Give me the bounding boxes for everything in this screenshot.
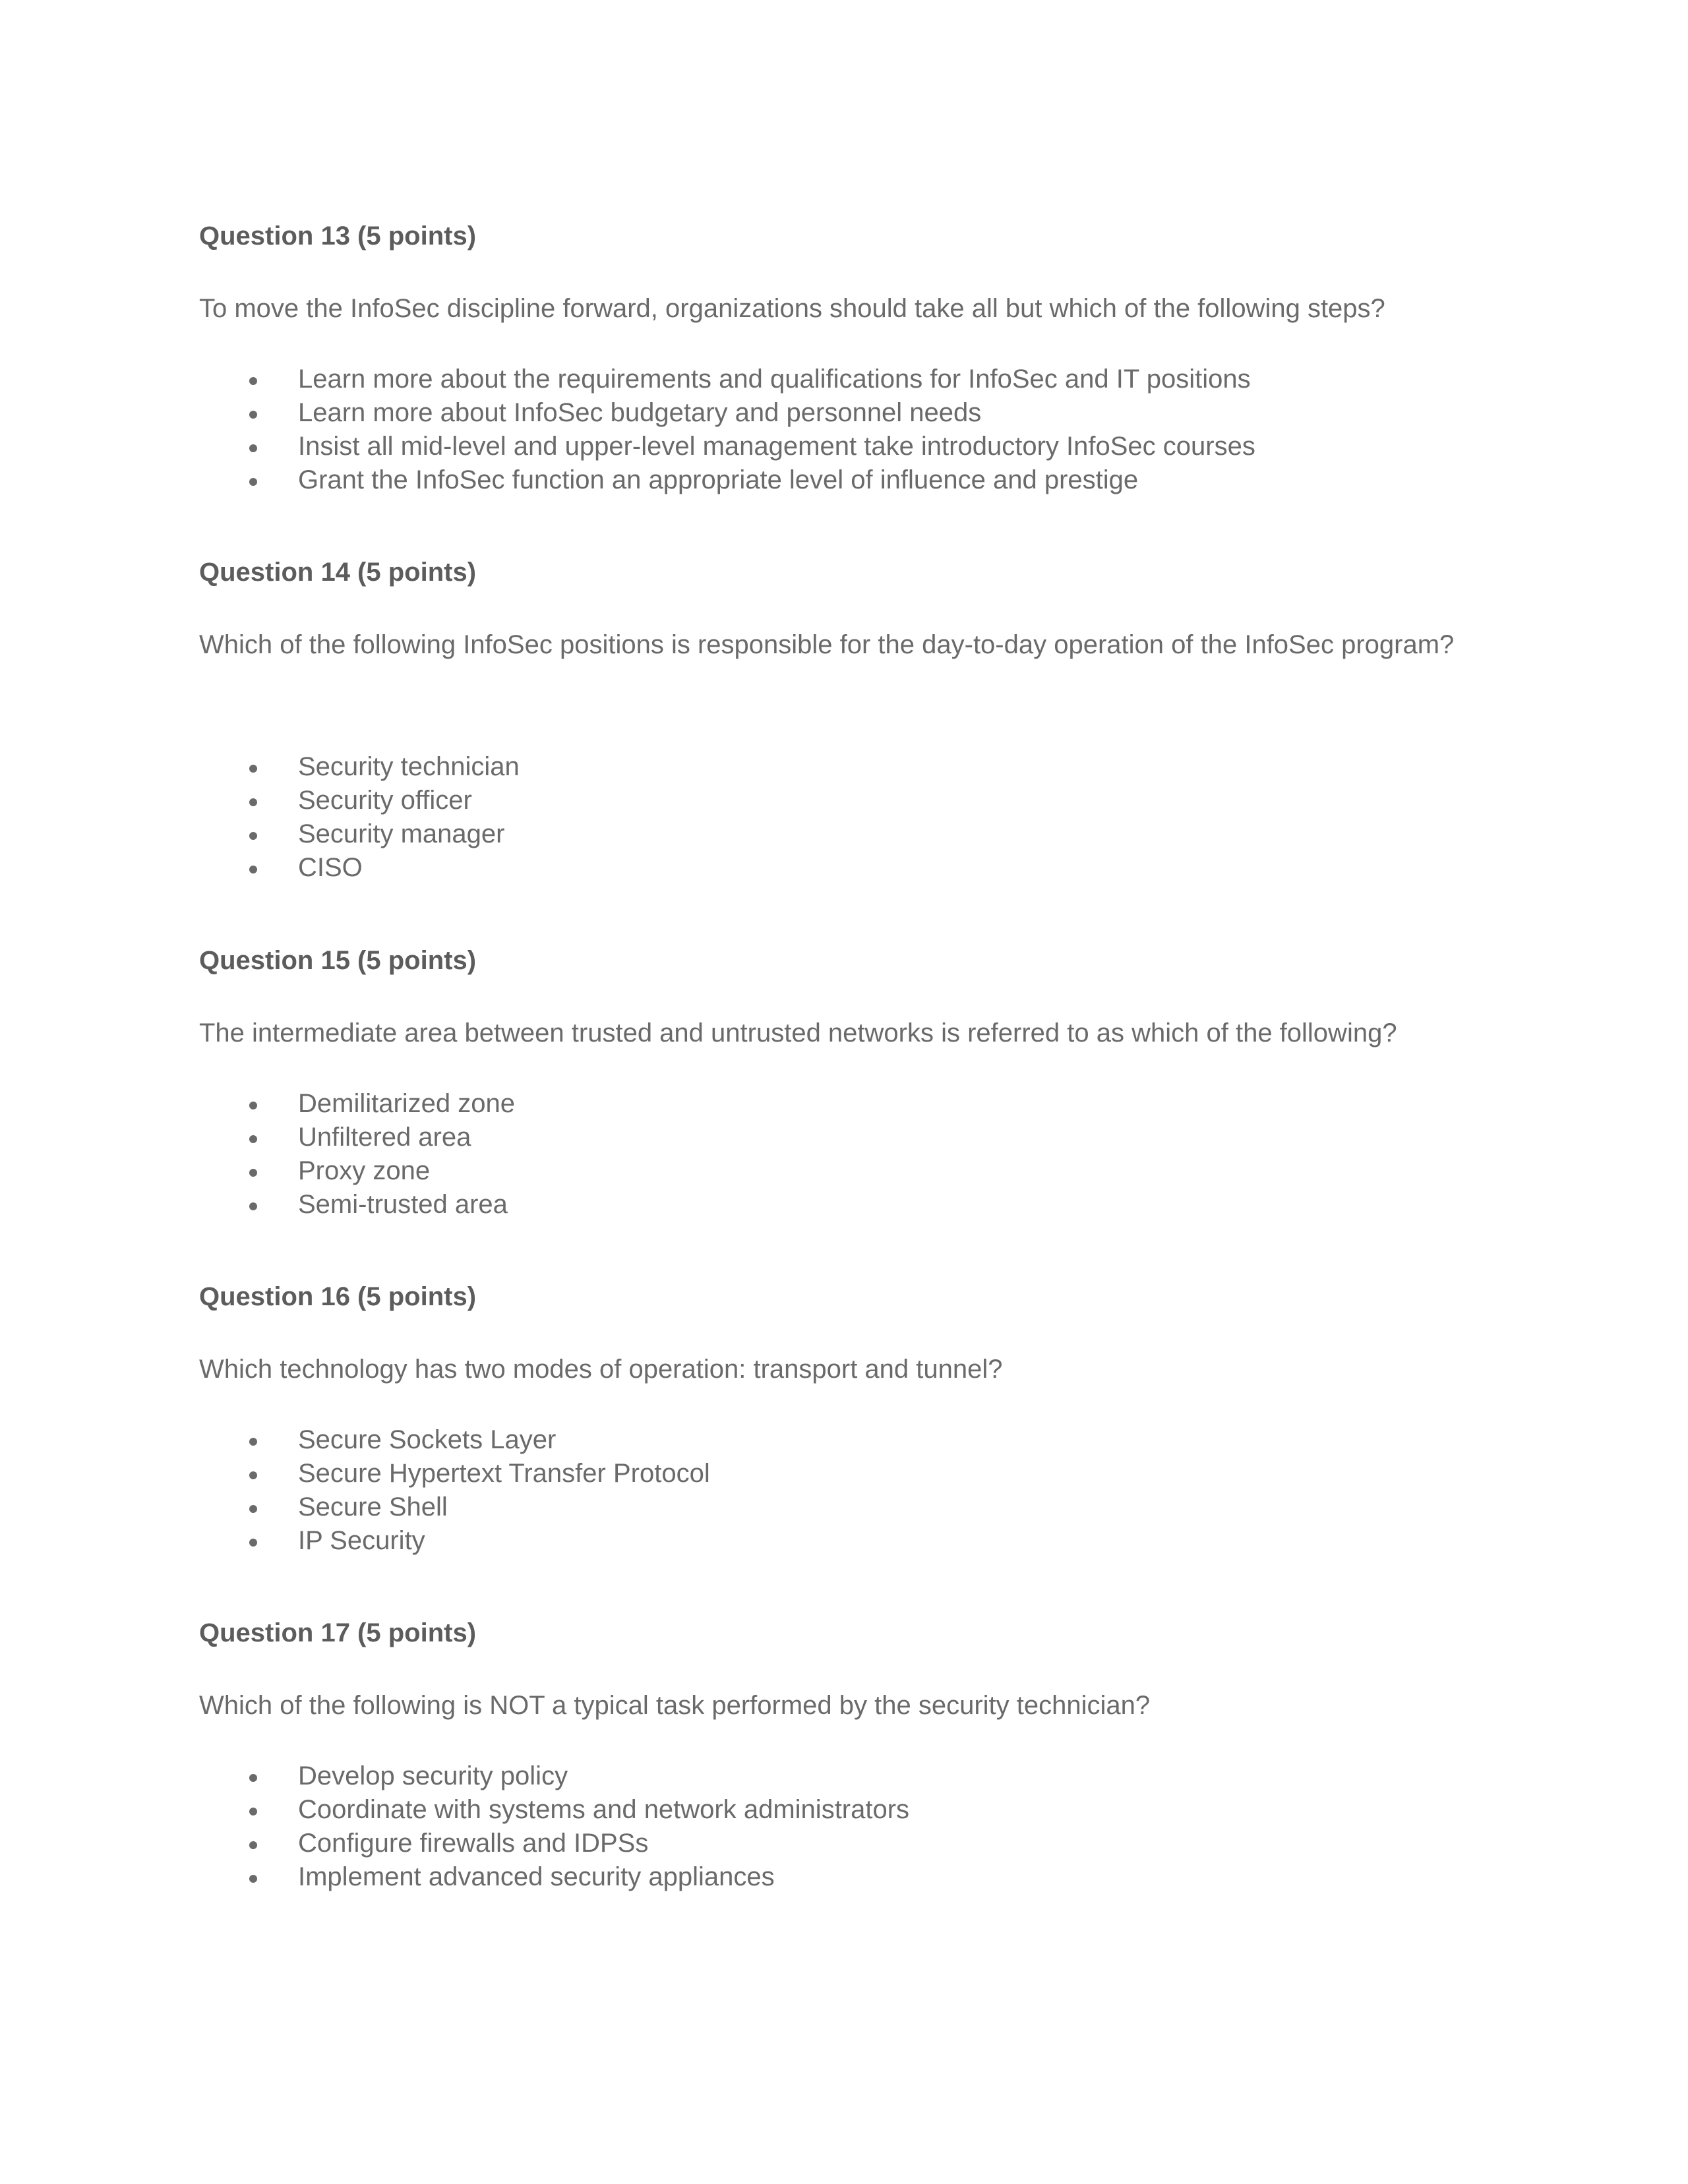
bullet-icon: [249, 1135, 257, 1143]
question-text: Which of the following is NOT a typical task performed by the security technician?: [199, 1691, 1151, 1720]
bullet-icon: [249, 1438, 257, 1446]
bullet-icon: [249, 1875, 257, 1883]
bullet-icon: [249, 1169, 257, 1177]
question-title: Question 15 (5 points): [199, 946, 477, 975]
bullet-icon: [249, 1774, 257, 1782]
bullet-icon: [249, 377, 257, 385]
bullet-icon: [249, 832, 257, 840]
bullet-icon: [249, 1808, 257, 1815]
bullet-icon: [249, 765, 257, 773]
question-text: The intermediate area between trusted and untrusted networks is referred to as which of the following?: [199, 1018, 1397, 1048]
answer-option-label: CISO: [298, 853, 363, 882]
question-text: Which of the following InfoSec positions is responsible for the day-to-day operation of the InfoSec program?: [199, 630, 1455, 659]
bullet-icon: [249, 1202, 257, 1210]
answer-option-label: Secure Hypertext Transfer Protocol: [298, 1459, 710, 1488]
question-title: Question 13 (5 points): [199, 221, 477, 251]
question-title: Question 16 (5 points): [199, 1282, 477, 1311]
bullet-icon: [249, 1841, 257, 1849]
answer-option-label: Grant the InfoSec function an appropriate level of influence and prestige: [298, 465, 1139, 494]
bullet-icon: [249, 411, 257, 419]
bullet-icon: [249, 444, 257, 452]
answer-option-label: Develop security policy: [298, 1761, 568, 1790]
answer-option-label: Security officer: [298, 786, 472, 815]
question-text: To move the InfoSec discipline forward, organizations should take all but which of the following steps?: [199, 294, 1385, 323]
question-title: Question 17 (5 points): [199, 1618, 477, 1647]
answer-option-label: Configure firewalls and IDPSs: [298, 1829, 649, 1858]
answer-option-label: Implement advanced security appliances: [298, 1862, 775, 1891]
bullet-icon: [249, 1505, 257, 1513]
answer-option-label: Semi-trusted area: [298, 1190, 508, 1219]
bullet-icon: [249, 1539, 257, 1547]
answer-option-label: Security technician: [298, 752, 520, 781]
answer-option-label: IP Security: [298, 1526, 425, 1555]
bullet-icon: [249, 798, 257, 806]
answer-option-label: Security manager: [298, 819, 505, 848]
bullet-icon: [249, 478, 257, 486]
bullet-icon: [249, 1102, 257, 1109]
answer-option-label: Secure Sockets Layer: [298, 1425, 557, 1454]
answer-option-label: Learn more about the requirements and qualifications for InfoSec and IT positions: [298, 365, 1251, 394]
answer-option-label: Unfiltered area: [298, 1123, 471, 1152]
answer-option-label: Coordinate with systems and network administrators: [298, 1795, 910, 1824]
question-text: Which technology has two modes of operation: transport and tunnel?: [199, 1355, 1003, 1384]
answer-option-label: Secure Shell: [298, 1492, 448, 1521]
bullet-icon: [249, 1471, 257, 1479]
answer-option-label: Proxy zone: [298, 1156, 431, 1185]
answer-option-label: Insist all mid-level and upper-level management take introductory InfoSec courses: [298, 432, 1255, 461]
answer-option-label: Learn more about InfoSec budgetary and personnel needs: [298, 398, 982, 427]
bullet-icon: [249, 866, 257, 873]
answer-option-label: Demilitarized zone: [298, 1089, 516, 1118]
question-title: Question 14 (5 points): [199, 558, 477, 587]
